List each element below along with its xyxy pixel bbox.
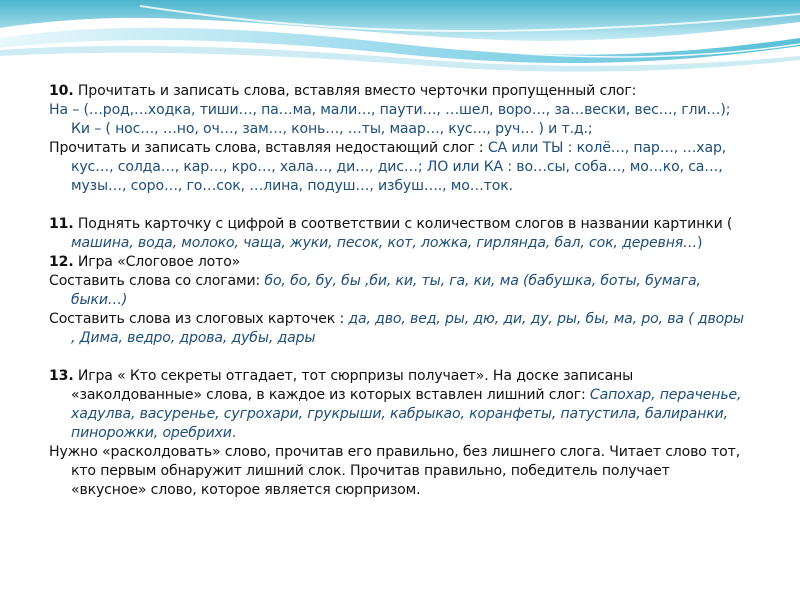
slide-content [49,82,749,500]
ex11-words: машина, вода, молоко, чаща, жуки, песок, кот, ложка, гирлянда, бал, сок, деревня… [71,235,698,251]
ex12-task1 [49,272,749,310]
ex13-task-text: Игра « Кто секреты отгадает, тот сюрпризы получает». На доске записаны «заколдованные» слова, в каждое из которых вставлен лишний слог: [71,368,634,403]
ex12-words2: да, дво, вед, ры, дю, ди, ду, ры, бы, ма, ро, ва ( дворы , Дима, ведро, дрова, дубы, дары [71,311,744,346]
ex10-task2 [49,139,749,196]
ex10-task2-text: Прочитать и записать слова, вставляя недостающий слог : [49,140,488,156]
ex13-task [49,367,749,443]
ex11-number: 11. [49,216,74,232]
ex12-words1: бо, бо, бу, бы ,би, ки, ты, га, ки, ма (бабушка, боты, бумага, быки…) [71,273,701,308]
spacer [49,348,749,367]
ex12-task1-text: Составить слова со слогами: [49,273,265,289]
ex12-task2 [49,310,749,348]
ex10-words1: На – (…род,…ходка, тиши…, па…ма, мали…, паути…, …шел, воро…, за…вески, вес…, гли…); Ки – ( нос…, …но, оч…, зам…, конь…, …ты, маар…, кус…, руч… ) и т.д.; [49,102,731,137]
ex12-title-text: Игра «Слоговое лото» [73,254,241,270]
ex11-task [49,215,749,253]
ex12-task2-text: Составить слова из слоговых карточек : [49,311,349,327]
ex13-dot: . [231,425,237,441]
ex10-number: 10. [49,83,74,99]
ex13-number: 13. [49,368,74,384]
ex10-words2: СА или ТЫ : колё…, пар…, …хар, кус…, солда…, кар…, кро…, хала…, ди…, дис…; ЛО или КА : во…сы, соба…, мо…ко, са…, музы…, соро…, го…сок, …лина, подуш…, избуш…., мо…ток. [71,140,727,194]
ex13-note: Нужно «расколдовать» слово, прочитав его правильно, без лишнего слога. Читает слово тот, кто первым обнаружит лишний слок. Прочитав правильно, победитель получает «вкусное» слово, которое является сюрпризом. [49,444,741,498]
ex11-task-text: Поднять карточку с цифрой в соответствии с количеством слогов в названии картинки ( [73,216,733,232]
ex10-task1 [49,82,749,101]
spacer [49,196,749,215]
wave-header-decoration [0,0,800,78]
ex12-number: 12. [49,254,74,270]
ex12-title [49,253,749,272]
ex13-words: Сапохар, пераченье, хадулва, васуренье, сугрохари, грукрыши, кабрыкао, коранфеты, патустила, балиранки, пинорожки, оребрихи [71,387,742,441]
ex10-task1-text: Прочитать и записать слова, вставляя вместо черточки пропущенный слог: [73,83,637,99]
ex11-close: ) [697,235,703,251]
